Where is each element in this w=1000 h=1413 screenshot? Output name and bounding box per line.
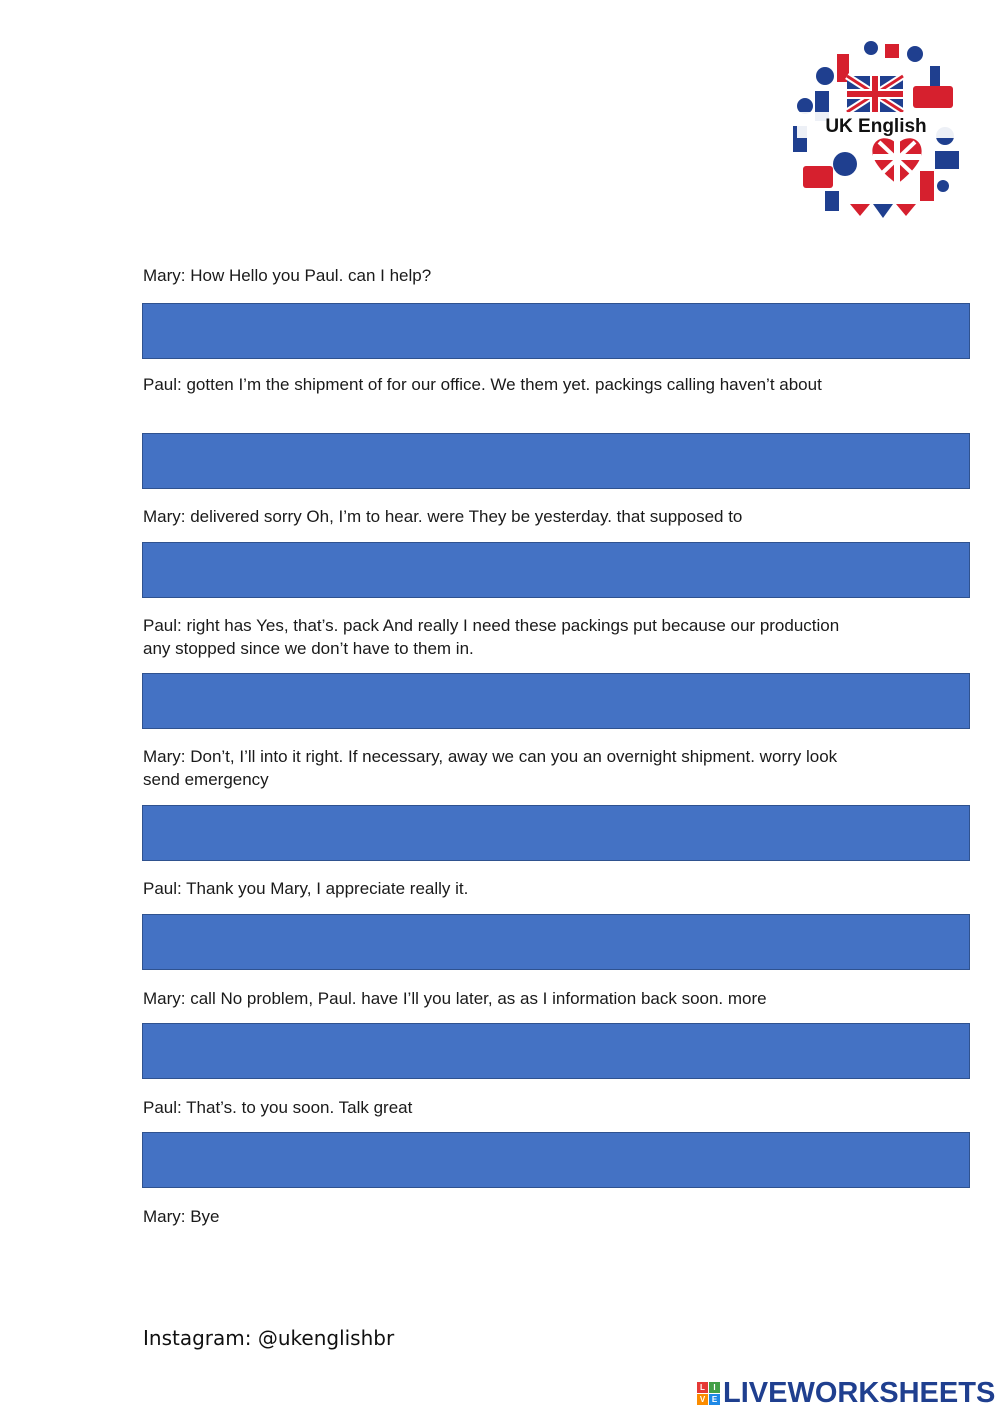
dialogue-line-5: Mary: Don’t, I’ll into it right. If necessary, away we can you an overnight shipment. worry look send emergency [143, 747, 838, 789]
brand-letter: E [709, 1394, 720, 1405]
answer-box-7[interactable] [142, 1023, 970, 1079]
dialogue-line-6: Paul: Thank you Mary, I appreciate really it. [143, 879, 469, 898]
liveworksheets-brand[interactable] [697, 1377, 995, 1409]
brand-letter: L [697, 1382, 708, 1393]
answer-box-1[interactable] [142, 303, 970, 359]
dialogue-line-3: Mary: delivered sorry Oh, I’m to hear. were They be yesterday. that supposed to [143, 507, 743, 526]
union-jack-flag-top [847, 76, 903, 112]
answer-input-8[interactable] [143, 1133, 969, 1187]
answer-input-6[interactable] [143, 915, 969, 969]
brand-letter: V [697, 1394, 708, 1405]
uk-english-logo [785, 36, 967, 222]
answer-input-3[interactable] [143, 543, 969, 597]
dialogue-line-8: Paul: That’s. to you soon. Talk great [143, 1098, 413, 1117]
answer-input-2[interactable] [143, 434, 969, 488]
dialogue-line-4: Paul: right has Yes, that’s. pack And really I need these packings put because our production any stopped since we don’t have to them in. [143, 616, 840, 658]
liveworksheets-logo-icon [697, 1382, 720, 1405]
answer-box-3[interactable] [142, 542, 970, 598]
answer-box-5[interactable] [142, 805, 970, 861]
dialogue-line-7: Mary: call No problem, Paul. have I’ll you later, as as I information back soon. more [143, 989, 767, 1008]
answer-input-5[interactable] [143, 806, 969, 860]
brand-letter: I [709, 1382, 720, 1393]
logo-label: UK English [825, 116, 927, 137]
instagram-handle: Instagram: @ukenglishbr [143, 1326, 395, 1350]
answer-input-1[interactable] [143, 304, 969, 358]
answer-box-6[interactable] [142, 914, 970, 970]
liveworksheets-wordmark: LIVEWORKSHEETS [723, 1376, 996, 1409]
union-jack-heart [872, 136, 921, 184]
answer-input-7[interactable] [143, 1024, 969, 1078]
dialogue-line-1: Mary: How Hello you Paul. can I help? [143, 266, 432, 285]
answer-box-8[interactable] [142, 1132, 970, 1188]
answer-box-2[interactable] [142, 433, 970, 489]
answer-box-4[interactable] [142, 673, 970, 729]
dialogue-line-2: Paul: gotten I’m the shipment of for our office. We them yet. packings calling haven’t about [143, 375, 822, 394]
answer-input-4[interactable] [143, 674, 969, 728]
dialogue-line-9: Mary: Bye [143, 1207, 220, 1226]
